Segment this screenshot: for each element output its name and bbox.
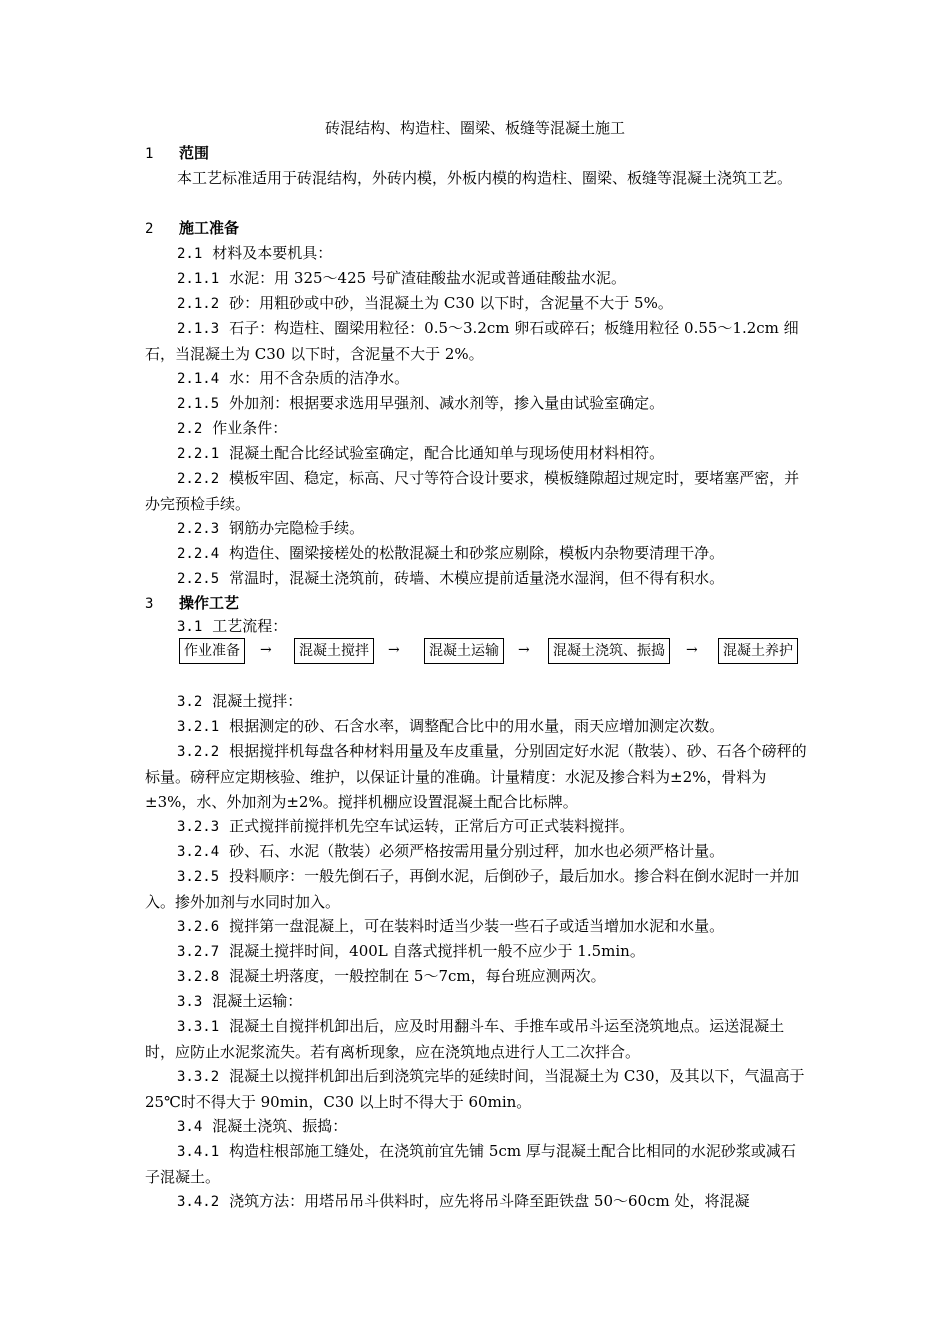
section-3-heading: 3 操作工艺 bbox=[145, 594, 240, 612]
paragraph-1: 本工艺标准适用于砖混结构，外砖内模，外板内模的构造柱、圈梁、板缝等混凝土浇筑工艺。 bbox=[177, 169, 793, 187]
clause-3-3-1: 3.3.1 混凝土自搅拌机卸出后，应及时用翻斗车、手推车或吊斗运至浇筑地点。运送混凝土时，应防止水泥浆流失。若有离析现象，应在浇筑地点进行人工二次拌合。 bbox=[145, 1017, 785, 1061]
clause-3-2-4: 3.2.4 砂、石、水泥（散装）必须严格按需用量分别过秤，加水也必须严格计量。 bbox=[177, 842, 725, 860]
flow-step-prep: 作业准备 bbox=[179, 638, 245, 664]
clause-3-2-5: 3.2.5 投料顺序：一般先倒石子，再倒水泥，后倒砂子，最后加水。掺合料在倒水泥时一并加入。掺外加剂与水同时加入。 bbox=[145, 867, 800, 911]
clause-3-4-1: 3.4.1 构造柱根部施工缝处，在浇筑前宜先铺 5cm 厚与混凝土配合比相同的水泥砂浆或减石子混凝土。 bbox=[145, 1142, 796, 1186]
clause-2-1-2: 2.1.2 砂：用粗砂或中砂，当混凝土为 C30 以下时，含泥量不大于 5%。 bbox=[177, 294, 673, 312]
clause-2-2-4: 2.2.4 构造住、圈梁接槎处的松散混凝土和砂浆应剔除，模板内杂物要清理干净。 bbox=[177, 544, 725, 562]
flow-step-transport: 混凝土运输 bbox=[424, 638, 504, 664]
clause-2-1-1: 2.1.1 水泥：用 325～425 号矿渣硅酸盐水泥或普通硅酸盐水泥。 bbox=[177, 269, 626, 287]
clause-3-2-1: 3.2.1 根据测定的砂、石含水率，调整配合比中的用水量，雨天应增加测定次数。 bbox=[177, 717, 725, 735]
flow-step-pouring: 混凝土浇筑、振捣 bbox=[548, 638, 670, 664]
flow-step-mixing: 混凝土搅拌 bbox=[294, 638, 374, 664]
flow-step-curing: 混凝土养护 bbox=[718, 638, 798, 664]
clause-3-2-7: 3.2.7 混凝土搅拌时间，400L 自落式搅拌机一般不应少于 1.5min。 bbox=[177, 942, 645, 960]
clause-3-2-2: 3.2.2 根据搅拌机每盘各种材料用量及车皮重量，分别固定好水泥（散装）、砂、石各个磅秤的标量。磅秤应定期核验、维护，以保证计量的准确。计量精度：水泥及掺合料为±2%，骨料为±3%，水、外加剂为±2%。搅拌机棚应设置混凝土配合比标牌。 bbox=[145, 742, 807, 811]
section-2-heading: 2 施工准备 bbox=[145, 219, 240, 237]
clause-2-1-5: 2.1.5 外加剂：根据要求选用早强剂、减水剂等，掺入量由试验室确定。 bbox=[177, 394, 665, 412]
clause-3-2-8: 3.2.8 混凝土坍落度，一般控制在 5～7cm，每台班应测两次。 bbox=[177, 967, 606, 985]
document-title: 砖混结构、构造柱、圈梁、板缝等混凝土施工 bbox=[324, 119, 625, 137]
clause-2-2-5: 2.2.5 常温时，混凝土浇筑前，砖墙、木模应提前适量浇水湿润，但不得有积水。 bbox=[177, 569, 725, 587]
clause-3-3-2: 3.3.2 混凝土以搅拌机卸出后到浇筑完毕的延续时间，当混凝土为 C30，及其以下，气温高于 25℃时不得大于 90min，C30 以上时不得大于 60min。 bbox=[145, 1067, 805, 1111]
clause-2-2-3: 2.2.3 钢筋办完隐检手续。 bbox=[177, 519, 365, 537]
flow-arrow: → bbox=[260, 642, 272, 658]
clause-3-3: 3.3 混凝土运输： bbox=[177, 992, 303, 1010]
clause-3-2: 3.2 混凝土搅拌： bbox=[177, 692, 303, 710]
clause-3-4: 3.4 混凝土浇筑、振捣： bbox=[177, 1117, 348, 1135]
clause-2-2-2: 2.2.2 模板牢固、稳定，标高、尺寸等符合设计要求，模板缝隙超过规定时，要堵塞严密，并办完预检手续。 bbox=[145, 469, 800, 513]
flow-arrow: → bbox=[388, 642, 400, 658]
clause-3-2-6: 3.2.6 搅拌第一盘混凝上，可在装料时适当少装一些石子或适当增加水泥和水量。 bbox=[177, 917, 725, 935]
flow-arrow: → bbox=[686, 642, 698, 658]
clause-2-1-4: 2.1.4 水：用不含杂质的洁净水。 bbox=[177, 369, 410, 387]
section-1-heading: 1 范围 bbox=[145, 144, 210, 162]
clause-3-1: 3.1 工艺流程： bbox=[177, 617, 288, 635]
clause-3-2-3: 3.2.3 正式搅拌前搅拌机先空车试运转，正常后方可正式装料搅拌。 bbox=[177, 817, 635, 835]
clause-2-1: 2.1 材料及本要机具： bbox=[177, 244, 333, 262]
clause-2-2-1: 2.2.1 混凝土配合比经试验室确定，配合比通知单与现场使用材料相符。 bbox=[177, 444, 665, 462]
clause-2-2: 2.2 作业条件： bbox=[177, 419, 288, 437]
flow-arrow: → bbox=[518, 642, 530, 658]
clause-3-4-2: 3.4.2 浇筑方法：用塔吊吊斗供料时，应先将吊斗降至距铁盘 50～60cm 处，将混凝 bbox=[177, 1192, 750, 1210]
clause-2-1-3: 2.1.3 石子：构造柱、圈梁用粒径：0.5～3.2cm 卵石或碎石；板缝用粒径 0.55～1.2cm 细石，当混凝土为 C30 以下时，含泥量不大于 2%。 bbox=[145, 319, 799, 363]
